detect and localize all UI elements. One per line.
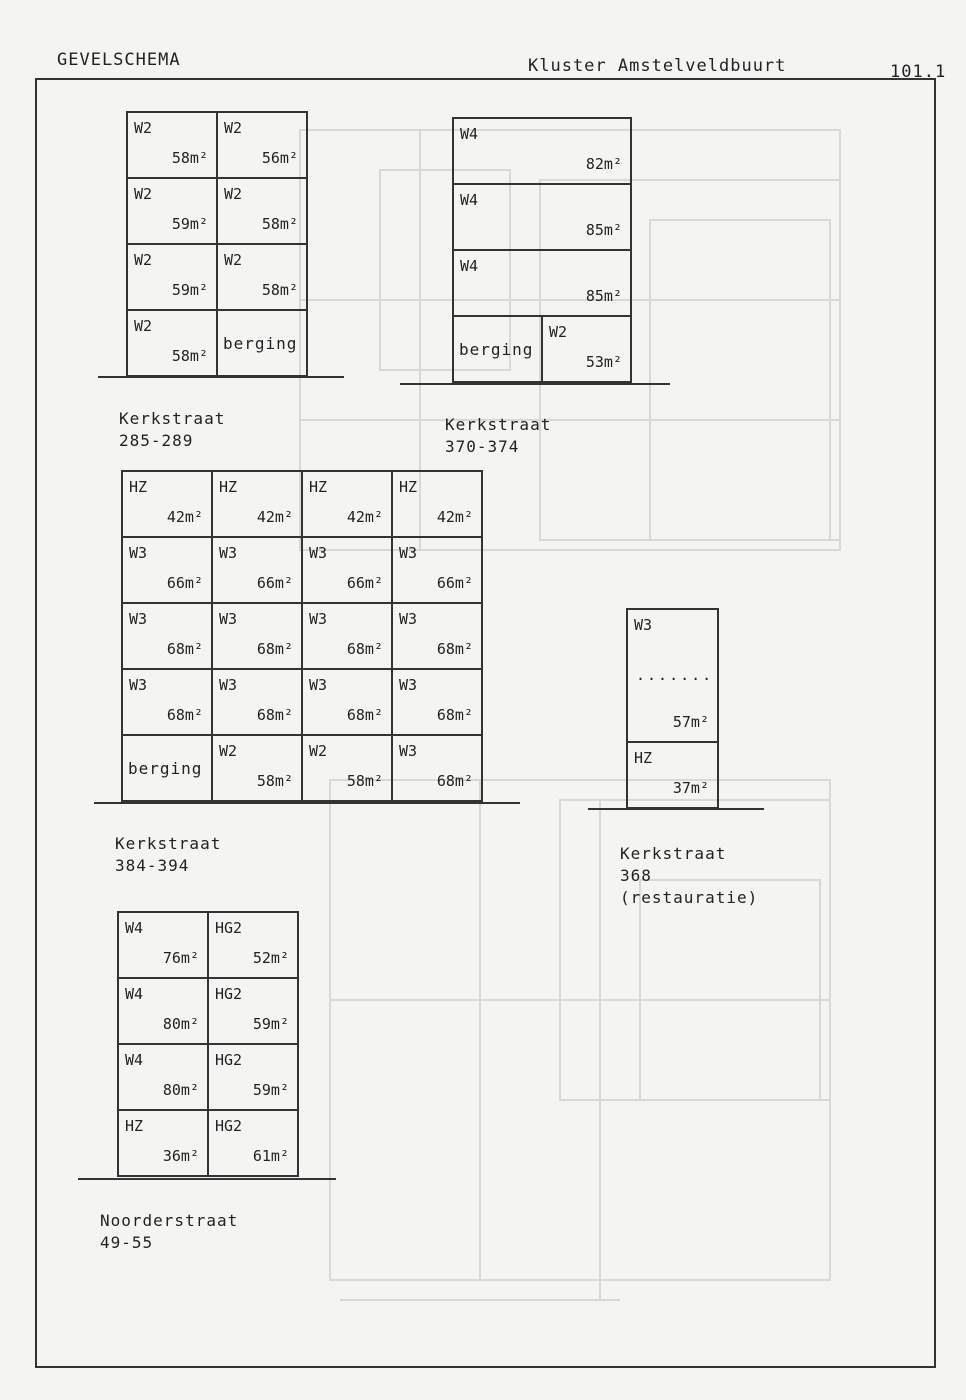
unit-area: 76m² [162,949,199,967]
dwelling-unit [303,670,393,736]
unit-area: 58m² [261,281,298,299]
unit-area: 59m² [252,1081,289,1099]
dwelling-unit [393,736,483,802]
facade-grid [626,608,719,809]
unit-type: HG2 [215,1051,243,1069]
unit-area: 68m² [346,640,383,658]
unit-area: 36m² [162,1147,199,1165]
dwelling-unit [543,317,632,383]
unit-type: HG2 [215,985,243,1003]
unit-type: W3 [219,610,238,628]
unit-area: 80m² [162,1015,199,1033]
unit-type: W4 [460,257,479,275]
unit-area: 58m² [261,215,298,233]
dwelling-unit [128,179,218,245]
dwelling-unit [393,670,483,736]
dwelling-unit [628,743,719,809]
unit-area: 42m² [346,508,383,526]
unit-area: 58m² [256,772,293,790]
storage-label: berging [128,758,203,778]
unit-type: W3 [399,610,418,628]
unit-type: W3 [309,676,328,694]
sheet-title: GEVELSCHEMA [57,50,181,70]
unit-type: HZ [309,478,328,496]
unit-area: 58m² [346,772,383,790]
unit-type: HZ [399,478,418,496]
unit-area: 68m² [436,772,473,790]
unit-area: 85m² [585,287,622,305]
dwelling-unit [303,472,393,538]
unit-type: W2 [134,185,153,203]
dwelling-unit [123,472,213,538]
storage-unit [454,317,543,383]
unit-type: W4 [460,191,479,209]
unit-type: W3 [129,610,148,628]
unit-area: 68m² [256,706,293,724]
facade-grid [452,117,632,383]
dwelling-unit [123,538,213,604]
dwelling-unit [218,179,308,245]
dwelling-unit [128,311,218,377]
unit-area: 68m² [166,640,203,658]
unit-area: 53m² [585,353,622,371]
dwelling-unit [213,538,303,604]
unit-type: W2 [224,185,243,203]
unit-type: W4 [125,919,144,937]
dwelling-unit [393,472,483,538]
unit-area: 66m² [256,574,293,592]
facade-grid [126,111,308,377]
building-caption: Kerkstraat 384-394 [115,834,222,875]
dwelling-unit [213,736,303,802]
unit-type: W3 [309,544,328,562]
unit-type: HZ [129,478,148,496]
storage-unit [218,311,308,377]
dwelling-unit [128,245,218,311]
unit-area: 68m² [166,706,203,724]
dwelling-unit [209,979,299,1045]
unit-area: 58m² [171,149,208,167]
unit-area: 59m² [171,281,208,299]
dwelling-unit [303,736,393,802]
unit-type: W2 [224,119,243,137]
unit-area: 42m² [436,508,473,526]
unit-area: 82m² [585,155,622,173]
unit-type: W3 [129,676,148,694]
dwelling-unit [209,1045,299,1111]
unit-type: W2 [219,742,238,760]
unit-type: HZ [634,749,653,767]
building-caption: Kerkstraat 285-289 [119,409,226,450]
unit-type: HG2 [215,1117,243,1135]
caption-line-2: (restauratie) [620,888,759,907]
unit-type: W3 [129,544,148,562]
unit-area: 61m² [252,1147,289,1165]
unit-area: 85m² [585,221,622,239]
unit-type: W3 [399,676,418,694]
ground-line [94,802,520,804]
dwelling-unit [119,1111,209,1177]
dwelling-unit [218,245,308,311]
unit-area: 59m² [252,1015,289,1033]
storage-label: berging [223,333,298,353]
dwelling-unit [393,538,483,604]
dwelling-unit [128,113,218,179]
caption-line-1: Kerkstraat 368 [620,844,727,885]
unit-type: W4 [125,1051,144,1069]
building-caption: Noorderstraat 49-55 [100,1211,239,1252]
unit-area: 37m² [672,779,709,797]
building-caption: Kerkstraat 370-374 [445,415,552,456]
unit-type: W2 [549,323,568,341]
storage-label: berging [459,339,534,359]
unit-type: HZ [125,1117,144,1135]
dwelling-unit [119,913,209,979]
unit-area: 68m² [256,640,293,658]
ground-line [588,808,764,810]
unit-type: W2 [134,317,153,335]
unit-type: W3 [309,610,328,628]
unit-type: HG2 [215,919,243,937]
unit-area: 57m² [672,713,709,731]
unit-type: W4 [125,985,144,1003]
unit-type: W3 [399,742,418,760]
dwelling-unit [123,604,213,670]
page-number: 101.1 [890,62,947,82]
unit-type: W2 [309,742,328,760]
unit-area: 42m² [166,508,203,526]
unit-type: W3 [399,544,418,562]
unit-type: W4 [460,125,479,143]
unit-type: W2 [134,119,153,137]
unit-type: W2 [134,251,153,269]
dwelling-unit [119,979,209,1045]
dwelling-unit [213,472,303,538]
unit-area: 66m² [166,574,203,592]
ground-line [78,1178,336,1180]
ground-line [98,376,344,378]
dwelling-unit [454,251,632,317]
dwelling-unit [303,538,393,604]
storage-unit [123,736,213,802]
dwelling-unit [454,185,632,251]
unit-area: 66m² [436,574,473,592]
cluster-title: Kluster Amstelveldbuurt [528,56,787,76]
unit-type: HZ [219,478,238,496]
dwelling-unit [209,1111,299,1177]
dwelling-unit [213,670,303,736]
unit-area: 56m² [261,149,298,167]
dwelling-unit [454,119,632,185]
dwelling-unit [628,610,719,743]
dwelling-unit [209,913,299,979]
dwelling-unit [303,604,393,670]
unit-area: 80m² [162,1081,199,1099]
ground-line [400,383,670,385]
facade-grid [117,911,299,1177]
unit-area: 68m² [436,640,473,658]
unit-area: 68m² [436,706,473,724]
unit-area: 58m² [171,347,208,365]
dotted-line: ....... [636,666,714,684]
dwelling-unit [393,604,483,670]
dwelling-unit [218,113,308,179]
unit-area: 59m² [171,215,208,233]
unit-area: 68m² [346,706,383,724]
unit-type: W2 [224,251,243,269]
unit-type: W3 [219,676,238,694]
unit-type: W3 [634,616,653,634]
dwelling-unit [213,604,303,670]
unit-type: W3 [219,544,238,562]
unit-area: 52m² [252,949,289,967]
facade-grid [121,470,483,802]
dwelling-unit [123,670,213,736]
unit-area: 42m² [256,508,293,526]
unit-area: 66m² [346,574,383,592]
dwelling-unit [119,1045,209,1111]
building-caption [620,843,758,909]
